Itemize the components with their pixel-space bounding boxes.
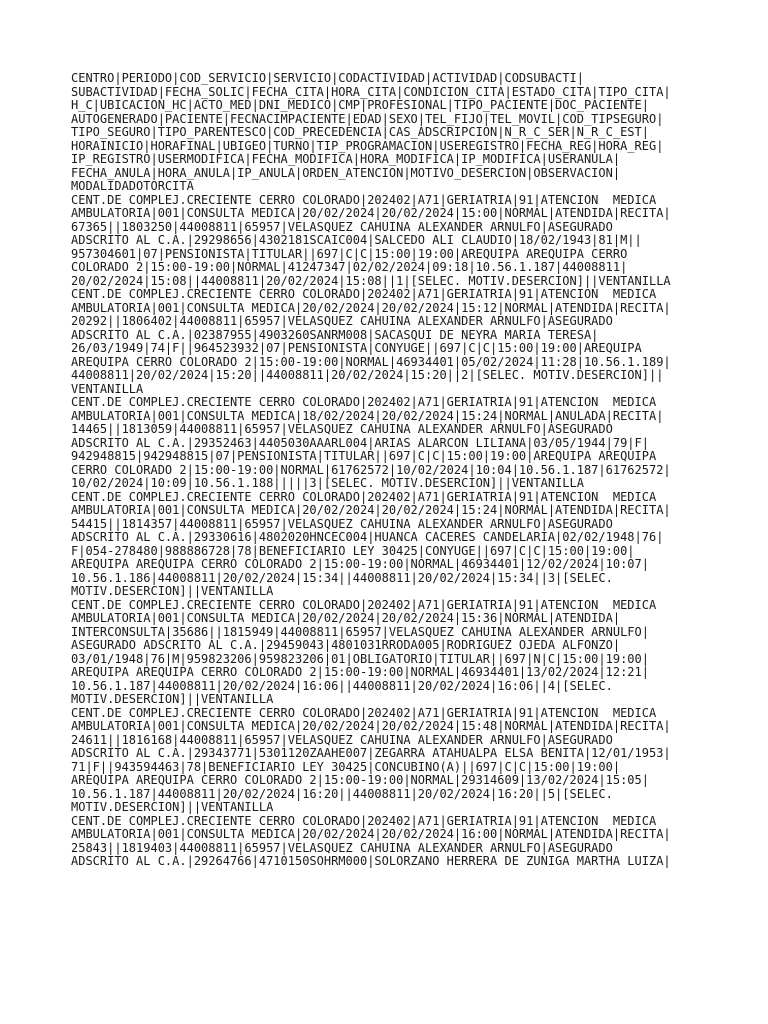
document-line: 10/02/2024|10:09|10.56.1.188|||||3|[SELEC. MOTIV.DESERCION]||VENTANILLA [71, 477, 584, 490]
document-line: CERRO COLORADO 2|15:00-19:00|NORMAL|61762572|10/02/2024|10:04|10.56.1.187|61762572| [71, 463, 671, 477]
document-line: CENT.DE COMPLEJ.CRECIENTE CERRO COLORADO|202402|A71|GERIATRIA|91|ATENCION MEDICA [71, 598, 657, 612]
document-line: CENT.DE COMPLEJ.CRECIENTE CERRO COLORADO|202402|A71|GERIATRIA|91|ATENCION MEDICA [71, 706, 657, 720]
document-line: CENT.DE COMPLEJ.CRECIENTE CERRO COLORADO|202402|A71|GERIATRIA|91|ATENCION MEDICA [71, 490, 657, 504]
document-line: 67365||1803250|44008811|65957|VELASQUEZ CAHUINA ALEXANDER ARNULFO|ASEGURADO [71, 220, 613, 234]
document-line: 54415||1814357|44008811|65957|VELASQUEZ CAHUINA ALEXANDER ARNULFO|ASEGURADO [71, 517, 613, 531]
document-line: AMBULATORIA|001|CONSULTA MEDICA|20/02/2024|20/02/2024|15:12|NORMAL|ATENDIDA|RECITA| [71, 301, 671, 315]
document-line: ADSCRITO AL C.A.|02387955|4903260SANRM008|SACASQUI DE NEYRA MARIA TERESA| [71, 328, 599, 342]
document-line: ADSCRITO AL C.A.|29264766|4710150SOHRM000|SOLORZANO HERRERA DE ZUÑIGA MARTHA LUIZA| [71, 855, 671, 868]
document-line: AREQUIPA AREQUIPA CERRO COLORADO 2|15:00-19:00|NORMAL|29314609|13/02/2024|15:05| [71, 774, 649, 787]
document-line: 10.56.1.186|44008811|20/02/2024|15:34||44008811|20/02/2024|15:34||3|[SELEC. [71, 571, 613, 585]
document-line: AREQUIPA AREQUIPA CERRO COLORADO 2|15:00-19:00|NORMAL|46934401|13/02/2024|12:21| [71, 666, 649, 679]
document-line: 10.56.1.187|44008811|20/02/2024|16:20||44008811|20/02/2024|16:20||5|[SELEC. [71, 787, 613, 801]
document-line: TIPO_SEGURO|TIPO_PARENTESCO|COD_PRECEDENCIA|CAS_ADSCRIPCION|N_R_C_SER|N_R_C_EST| [71, 126, 649, 139]
document-line: 10.56.1.187|44008811|20/02/2024|16:06||44008811|20/02/2024|16:06||4|[SELEC. [71, 679, 613, 693]
document-line: COLORADO 2|15:00-19:00|NORMAL|41247347|02/02/2024|09:18|10.56.1.187|44008811| [71, 261, 628, 274]
document-line: ADSCRITO AL C.A.|29352463|4405030AAARL004|ARIAS ALARCON LILIANA|03/05/1944|79|F| [71, 436, 649, 450]
document-line: 24611||1816168|44008811|65957|VELASQUEZ CAHUINA ALEXANDER ARNULFO|ASEGURADO [71, 733, 613, 747]
document-line: 71|F||943594463|78|BENEFICIARIO LEY 30425|CONCUBINO(A)||697|C|C|15:00|19:00| [71, 760, 621, 774]
document-line: 20292||1806402|44008811|65957|VELASQUEZ CAHUINA ALEXANDER ARNULFO|ASEGURADO [71, 315, 613, 328]
document-line: 957304601|07|PENSIONISTA|TITULAR||697|C|C|15:00|19:00|AREQUIPA AREQUIPA CERRO [71, 247, 628, 261]
document-line: 14465||1813059|44008811|65957|VELASQUEZ CAHUINA ALEXANDER ARNULFO|ASEGURADO [71, 423, 613, 436]
document-line: SUBACTIVIDAD|FECHA_SOLIC|FECHA_CITA|HORA_CITA|CONDICION_CITA|ESTADO_CITA|TIPO_CITA| [71, 85, 671, 99]
document-line: H_C|UBICACION_HC|ACTO_MED|DNI_MEDICO|CMP|PROFESIONAL|TIPO_PACIENTE|DOC_PACIENTE| [71, 99, 649, 112]
document-line: CENTRO|PERIODO|COD_SERVICIO|SERVICIO|CODACTIVIDAD|ACTIVIDAD|CODSUBACTI| [71, 72, 584, 85]
document-line: AMBULATORIA|001|CONSULTA MEDICA|18/02/2024|20/02/2024|15:24|NORMAL|ANULADA|RECITA| [71, 409, 664, 423]
document-line: 25843||1819403|44008811|65957|VELASQUEZ CAHUINA ALEXANDER ARNULFO|ASEGURADO [71, 841, 613, 855]
document-line: ADSCRITO AL C.A.|29298656|4302181SCAIC004|SALCEDO ALI CLAUDIO|18/02/1943|81|M|| [71, 234, 642, 247]
document-line: AMBULATORIA|001|CONSULTA MEDICA|20/02/2024|20/02/2024|16:00|NORMAL|ATENDIDA|RECITA| [71, 828, 671, 841]
document-line: HORAINICIO|HORAFINAL|UBIGEO|TURNO|TIP_PROGRAMACION|USEREGISTRO|FECHA_REG|HORA_REG| [71, 139, 664, 153]
document-line: 44008811|20/02/2024|15:20||44008811|20/02/2024|15:20||2|[SELEC. MOTIV.DESERCION]|| [71, 369, 664, 382]
document-line: ASEGURADO ADSCRITO AL C.A.|29459043|4801031RRODA005|RODRIGUEZ OJEDA ALFONZO| [71, 639, 621, 652]
document-line: VENTANILLA [71, 382, 144, 396]
document-line: CENT.DE COMPLEJ.CRECIENTE CERRO COLORADO|202402|A71|GERIATRIA|91|ATENCION MEDICA [71, 396, 657, 409]
document-page [71, 72, 711, 869]
document-line: ADSCRITO AL C.A.|29343771|5301120ZAAHE007|ZEGARRA ATAHUALPA ELSA BENITA|12/01/1953| [71, 747, 671, 760]
document-line: MOTIV.DESERCION]||VENTANILLA [71, 585, 274, 598]
document-line: 26/03/1949|74|F||964523932|07|PENSIONISTA|CONYUGE||697|C|C|15:00|19:00|AREQUIPA [71, 342, 642, 355]
document-line: FECHA_ANULA|HORA_ANULA|IP_ANULA|ORDEN_ATENCION|MOTIVO_DESERCION|OBSERVACION| [71, 166, 621, 180]
document-line: 942948815|942948815|07|PENSIONISTA|TITULAR||697|C|C|15:00|19:00|AREQUIPA AREQUIPA [71, 450, 657, 463]
document-line: 20/02/2024|15:08||44008811|20/02/2024|15:08||1|[SELEC. MOTIV.DESERCION]||VENTANILLA [71, 274, 671, 288]
document-line: CENT.DE COMPLEJ.CRECIENTE CERRO COLORADO|202402|A71|GERIATRIA|91|ATENCION MEDICA [71, 193, 657, 207]
document-text-body [71, 72, 711, 869]
document-line: IP_REGISTRO|USERMODIFICA|FECHA_MODIFICA|HORA_MODIFICA|IP_MODIFICA|USERANULA| [71, 153, 621, 166]
document-line: AMBULATORIA|001|CONSULTA MEDICA|20/02/2024|20/02/2024|15:24|NORMAL|ATENDIDA|RECITA| [71, 504, 671, 517]
document-line: INTERCONSULTA|35686||1815949|44008811|65957|VELASQUEZ CAHUINA ALEXANDER ARNULFO| [71, 625, 649, 639]
document-line: AMBULATORIA|001|CONSULTA MEDICA|20/02/2024|20/02/2024|15:00|NORMAL|ATENDIDA|RECITA| [71, 207, 671, 220]
document-line: MOTIV.DESERCION]||VENTANILLA [71, 801, 274, 814]
document-line: AREQUIPA AREQUIPA CERRO COLORADO 2|15:00-19:00|NORMAL|46934401|12/02/2024|10:07| [71, 558, 649, 571]
document-line: ADSCRITO AL C.A.|29330616|4802020HNCEC004|HUANCA CACERES CANDELARIA|02/02/1948|76| [71, 531, 664, 544]
document-line: MODALIDADOTORCITA [71, 180, 194, 193]
document-line: AMBULATORIA|001|CONSULTA MEDICA|20/02/2024|20/02/2024|15:36|NORMAL|ATENDIDA| [71, 612, 621, 625]
document-line: AMBULATORIA|001|CONSULTA MEDICA|20/02/2024|20/02/2024|15:48|NORMAL|ATENDIDA|RECITA| [71, 720, 671, 733]
document-line: AREQUIPA CERRO COLORADO 2|15:00-19:00|NORMAL|46934401|05/02/2024|11:28|10.56.1.189| [71, 355, 671, 369]
document-line: MOTIV.DESERCION]||VENTANILLA [71, 693, 274, 706]
document-line: F|054-278480|988886728|78|BENEFICIARIO LEY 30425|CONYUGE||697|C|C|15:00|19:00| [71, 544, 635, 558]
document-line: CENT.DE COMPLEJ.CRECIENTE CERRO COLORADO|202402|A71|GERIATRIA|91|ATENCION MEDICA [71, 288, 657, 301]
document-line: AUTOGENERADO|PACIENTE|FECNACIMPACIENTE|EDAD|SEXO|TEL_FIJO|TEL_MOVIL|COD_TIPSEGURO| [71, 112, 664, 126]
document-line: CENT.DE COMPLEJ.CRECIENTE CERRO COLORADO|202402|A71|GERIATRIA|91|ATENCION MEDICA [71, 814, 657, 828]
document-line: 03/01/1948|76|M|959823206|959823206|01|OBLIGATORIO|TITULAR||697|N|C|15:00|19:00| [71, 652, 649, 666]
